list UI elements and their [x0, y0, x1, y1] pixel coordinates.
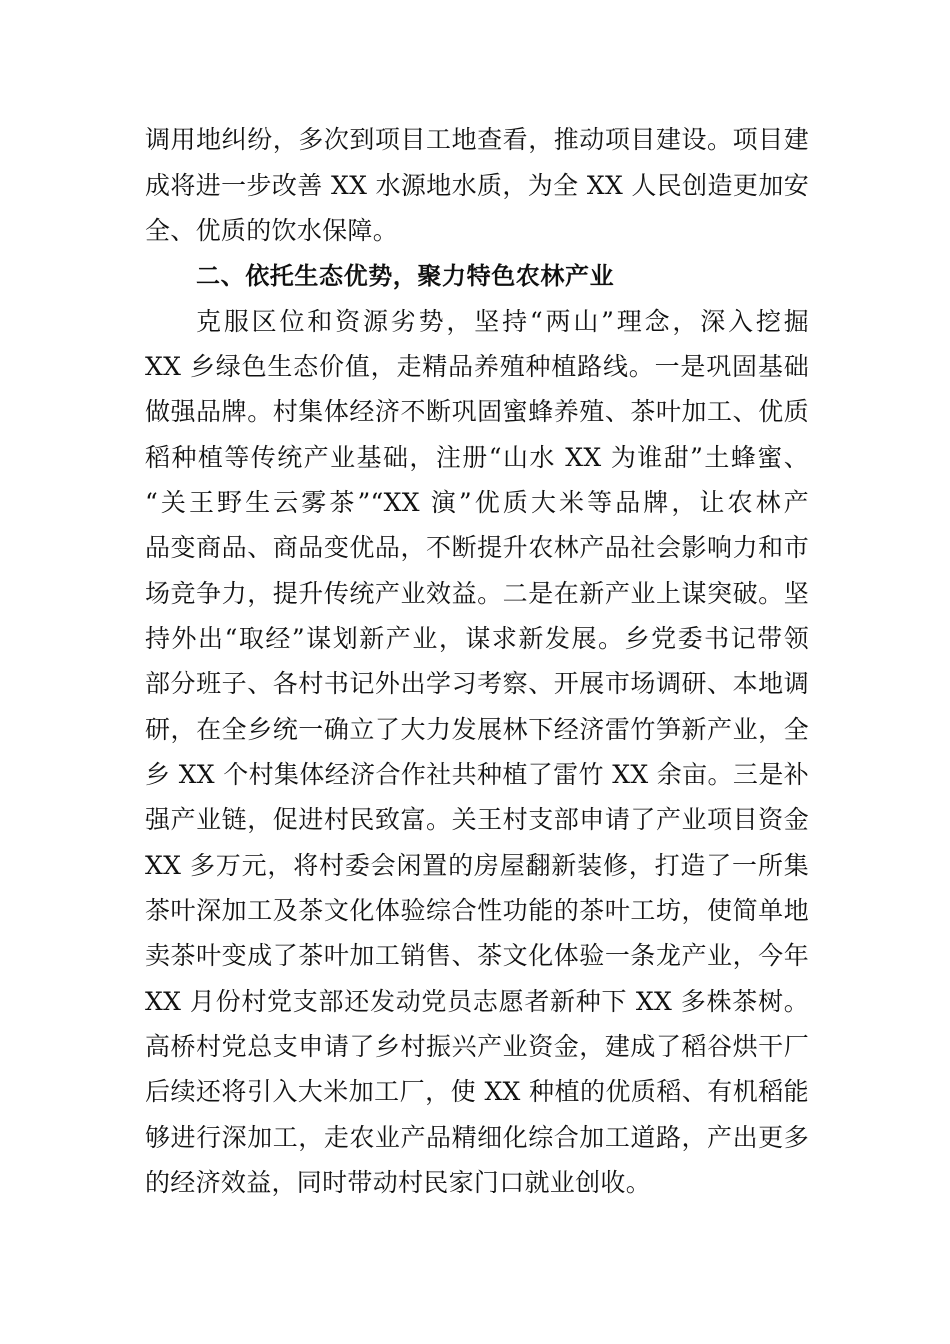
body-text-line: 卖茶叶变成了茶叶加工销售、茶文化体验一条龙产业，今年: [145, 941, 809, 970]
paragraph-first-line: 克服区位和资源劣势，坚持“两山”理念，深入挖掘: [196, 307, 809, 336]
body-text-line: 茶叶深加工及茶文化体验综合性功能的茶叶工坊，使简单地: [145, 896, 809, 925]
body-text-line: 高桥村党总支申请了乡村振兴产业资金，建成了稻谷烘干厂: [145, 1032, 809, 1061]
body-text-line: XX 多万元，将村委会闲置的房屋翻新装修，打造了一所集: [145, 851, 809, 880]
body-text-line: 研，在全乡统一确立了大力发展林下经济雷竹笋新产业，全: [145, 715, 809, 744]
section-heading: 二、依托生态优势，聚力特色农林产业: [196, 262, 615, 290]
body-text-line: 强产业链，促进村民致富。关王村支部申请了产业项目资金: [145, 805, 809, 834]
body-text-line: “关王野生云雾茶”“XX 演”优质大米等品牌，让农林产: [145, 488, 809, 517]
body-text-line: 部分班子、各村书记外出学习考察、开展市场调研、本地调: [145, 669, 809, 698]
body-text-line: 持外出“取经”谋划新产业，谋求新发展。乡党委书记带领: [145, 624, 809, 653]
body-text-line: 稻种植等传统产业基础，注册“山水 XX 为谁甜”土蜂蜜、: [145, 443, 809, 472]
body-text-line: 场竞争力，提升传统产业效益。二是在新产业上谋突破。坚: [145, 579, 809, 608]
body-text-line: XX 乡绿色生态价值，走精品养殖种植路线。一是巩固基础: [145, 352, 809, 381]
body-text-line: 成将进一步改善 XX 水源地水质，为全 XX 人民创造更加安: [145, 171, 809, 200]
body-text-line: XX 月份村党支部还发动党员志愿者新种下 XX 多株茶树。: [145, 987, 809, 1016]
body-text-line: 够进行深加工，走农业产品精细化综合加工道路，产出更多: [145, 1123, 809, 1152]
body-text-line: 乡 XX 个村集体经济合作社共种植了雷竹 XX 余亩。三是补: [145, 760, 809, 789]
body-text-line: 全、优质的饮水保障。: [145, 216, 399, 245]
body-text-line: 的经济效益，同时带动村民家门口就业创收。: [145, 1168, 652, 1197]
body-text-line: 做强品牌。村集体经济不断巩固蜜蜂养殖、茶叶加工、优质: [145, 397, 809, 426]
body-text-line: 调用地纠纷，多次到项目工地查看，推动项目建设。项目建: [145, 125, 809, 154]
body-text-line: 后续还将引入大米加工厂，使 XX 种植的优质稻、有机稻能: [145, 1077, 809, 1106]
body-text-line: 品变商品、商品变优品，不断提升农林产品社会影响力和市: [145, 533, 809, 562]
